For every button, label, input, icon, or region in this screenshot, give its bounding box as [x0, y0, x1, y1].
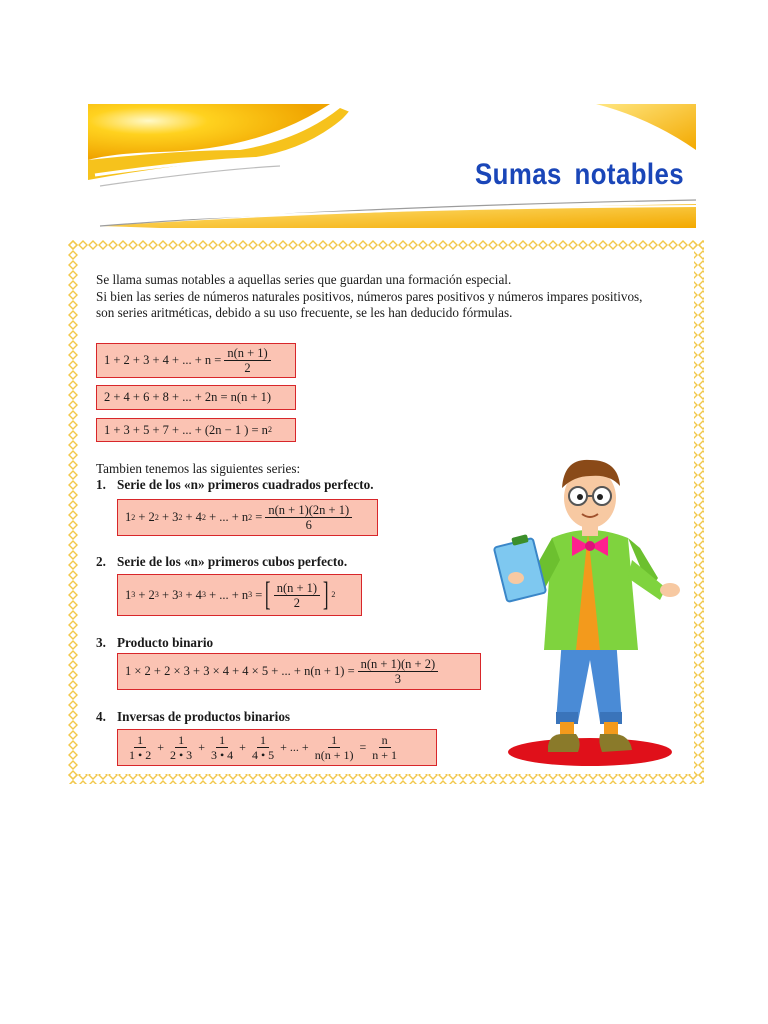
cubes-fraction [274, 581, 320, 610]
term: + 4 [185, 587, 202, 602]
section-title: Inversas de productos binarios [117, 709, 291, 724]
term: + ... + n [209, 587, 249, 602]
section-title: Serie de los «n» primeros cubos perfecto. [117, 554, 348, 569]
formula-binary-product [117, 653, 481, 690]
fraction-numerator: 1 [216, 733, 228, 748]
intro-line-1: Se llama sumas notables a aquellas series que guardan una formación especial. [96, 272, 512, 287]
inverse-term-2 [167, 733, 195, 762]
header-banner [0, 0, 768, 240]
fraction-denominator: n + 1 [372, 748, 398, 762]
fraction-denominator: 3 [394, 672, 401, 686]
fraction-denominator: 2 • 3 [169, 748, 193, 762]
inverse-term-1 [126, 733, 154, 762]
section-number: 1. [96, 477, 106, 492]
section-heading-4 [96, 709, 290, 725]
term: + 2 [138, 510, 155, 524]
inverse-term-3 [208, 733, 236, 762]
fraction-numerator: n(n + 1)(2n + 1) [265, 503, 352, 518]
intro-text [96, 272, 692, 322]
term: + 2 [138, 587, 155, 602]
fraction-denominator: 2 [244, 361, 251, 375]
fraction-numerator: 1 [134, 733, 146, 748]
plus-sign: + [239, 740, 246, 754]
intro-line-3: son series aritméticas, debido a su uso frecuente, se les han deducido fórmulas. [96, 305, 513, 320]
term: + ... + n [209, 510, 249, 524]
also-text: Tambien tenemos las siguientes series: [96, 461, 301, 476]
fraction-numerator: n [379, 733, 391, 748]
intro-line-2: Si bien las series de números naturales positivos, números pares positivos y números impares positivos, [96, 288, 643, 304]
fraction-numerator: n(n + 1) [274, 581, 320, 596]
formula-odd-lhs: 1 + 3 + 5 + 7 + ... + (2n − 1 ) = n [104, 422, 268, 437]
formula-inverse-products [117, 729, 437, 766]
plus-sign: + [157, 740, 164, 754]
section-heading-3 [96, 635, 213, 651]
inverse-term-4 [249, 733, 277, 762]
fraction-denominator: 3 • 4 [210, 748, 234, 762]
squares-fraction [265, 503, 352, 532]
section-number: 3. [96, 635, 106, 650]
fraction-denominator: 6 [305, 518, 312, 532]
formula-natural-fraction [224, 346, 270, 375]
page-title: Sumas notables [474, 158, 684, 191]
section-number: 2. [96, 554, 106, 569]
inverse-result [369, 733, 400, 762]
term: 1 [125, 510, 132, 524]
binary-product-lhs: 1 × 2 + 2 × 3 + 3 × 4 + 4 × 5 + ... + n(n + 1) = [125, 664, 355, 678]
fraction-denominator: 2 [293, 595, 300, 610]
fraction-numerator: 1 [328, 733, 340, 748]
equals-sign: = [359, 740, 367, 754]
section-title: Producto binario [117, 635, 214, 650]
teacher-illustration [490, 450, 700, 770]
right-bracket: ] [322, 576, 329, 613]
fraction-denominator: 4 • 5 [251, 748, 275, 762]
formula-even-text: 2 + 4 + 6 + 8 + ... + 2n = n(n + 1) [104, 390, 272, 404]
formula-cubes-sum: 1 3 + 2 3 + 3 3 + 4 3 + ... + n 3 = [ $\frac{n(n + 1)}{2}$ ] 2 [117, 574, 362, 616]
formula-natural-sum [96, 343, 296, 378]
binary-product-fraction [358, 657, 439, 686]
fraction-denominator: 1 • 2 [129, 748, 152, 762]
fraction-denominator: n(n + 1) [314, 748, 354, 762]
fraction-numerator: n(n + 1) [224, 346, 270, 361]
term: 1 [125, 587, 132, 602]
section-title: Serie de los «n» primeros cuadrados perfecto. [117, 477, 374, 492]
formula-odd-sum: 1 + 3 + 5 + 7 + ... + (2n − 1 ) = n 2 [96, 418, 296, 442]
ellipsis-plus: + ... + [280, 740, 309, 754]
left-bracket: [ [265, 576, 271, 613]
equals-sign: = [255, 510, 263, 524]
term: + 4 [185, 510, 202, 524]
equals-sign: = [255, 587, 263, 602]
section-heading-2 [96, 554, 347, 570]
fraction-numerator: 1 [257, 733, 269, 748]
plus-sign: + [198, 740, 205, 754]
fraction-numerator: n(n + 1)(n + 2) [358, 657, 439, 672]
section-heading-1 [96, 477, 374, 493]
section-number: 4. [96, 709, 106, 724]
formula-squares-sum: 1 2 + 2 2 + 3 2 + 4 2 + ... + n 2 = $\frac{n(n + 1)(2n + 1)}{6}$ [117, 499, 378, 536]
fraction-numerator: 1 [175, 733, 187, 748]
term: + 3 [161, 510, 179, 524]
formula-natural-lhs: 1 + 2 + 3 + 4 + ... + n = [104, 353, 222, 367]
inverse-term-last [312, 733, 357, 762]
term: + 3 [161, 587, 179, 602]
formula-even-sum [96, 385, 296, 410]
